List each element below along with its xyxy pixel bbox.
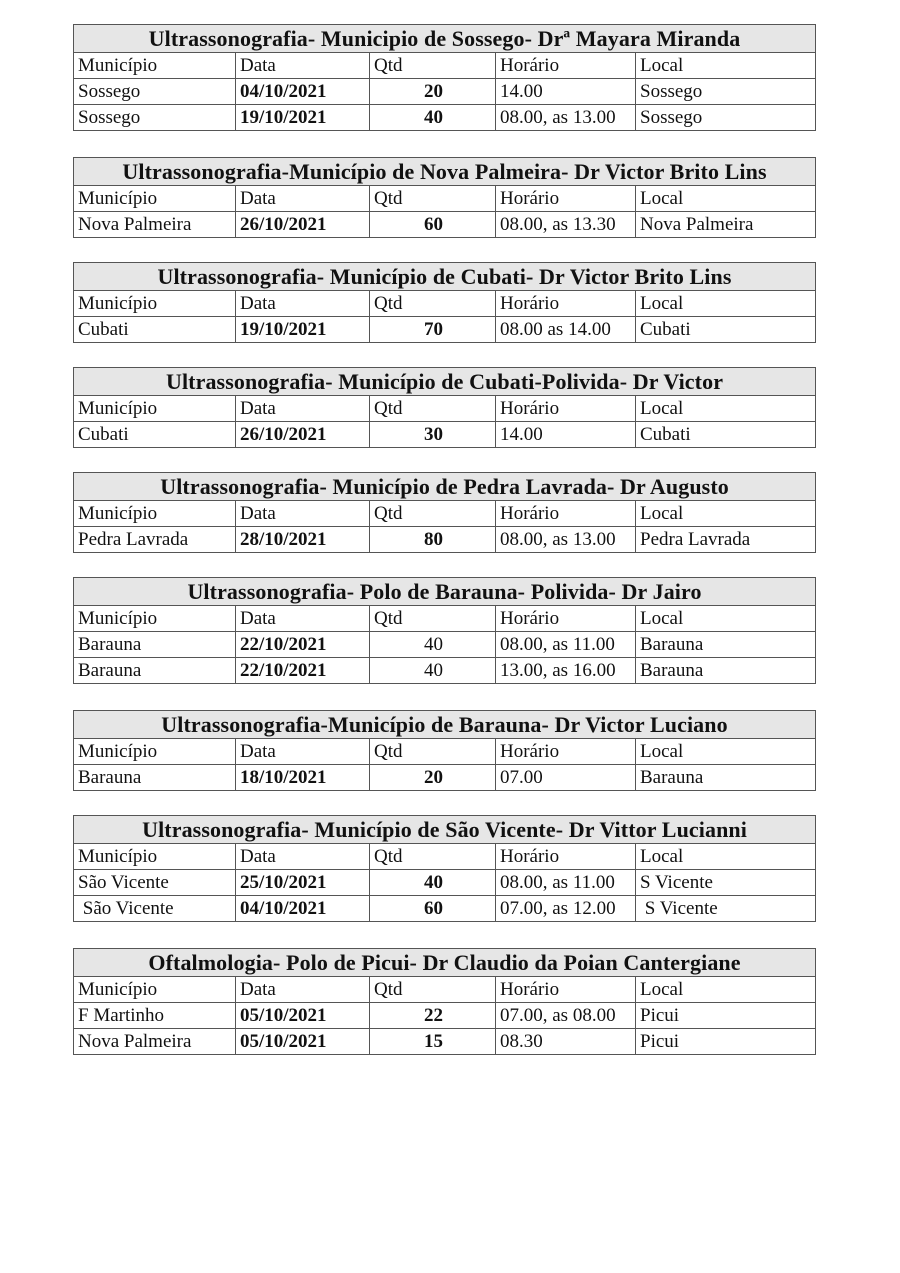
cell-horario: 07.00, as 08.00 <box>496 1003 636 1029</box>
cell-qtd: 40 <box>370 632 496 658</box>
cell-qtd: 20 <box>370 79 496 105</box>
column-header-qtd: Qtd <box>370 186 496 212</box>
schedule-table <box>73 577 816 684</box>
cell-horario: 08.00, as 11.00 <box>496 870 636 896</box>
column-header-data: Data <box>236 501 370 527</box>
cell-horario: 07.00, as 12.00 <box>496 896 636 922</box>
cell-horario: 08.30 <box>496 1029 636 1055</box>
column-header-qtd: Qtd <box>370 606 496 632</box>
column-header-data: Data <box>236 844 370 870</box>
cell-local: S Vicente <box>636 896 816 922</box>
table-title-row <box>74 25 816 53</box>
cell-qtd: 40 <box>370 105 496 131</box>
table-title-row <box>74 949 816 977</box>
table-title: Ultrassonografia- Município de São Vicente- Dr Vittor Lucianni <box>74 816 816 844</box>
column-header-data: Data <box>236 53 370 79</box>
column-header-data: Data <box>236 396 370 422</box>
table-header-row <box>74 396 816 422</box>
column-header-data: Data <box>236 977 370 1003</box>
cell-data: 28/10/2021 <box>236 527 370 553</box>
table-title: Ultrassonografia- Municipio de Sossego- Drª Mayara Miranda <box>74 25 816 53</box>
cell-local: Sossego <box>636 105 816 131</box>
table-header-row <box>74 186 816 212</box>
column-header-horario: Horário <box>496 501 636 527</box>
column-header-horario: Horário <box>496 606 636 632</box>
column-header-qtd: Qtd <box>370 977 496 1003</box>
cell-qtd: 30 <box>370 422 496 448</box>
table-title: Ultrassonografia- Município de Cubati-Polivida- Dr Victor <box>74 368 816 396</box>
cell-data: 19/10/2021 <box>236 105 370 131</box>
column-header-local: Local <box>636 291 816 317</box>
cell-qtd: 70 <box>370 317 496 343</box>
table-row <box>74 1003 816 1029</box>
column-header-data: Data <box>236 291 370 317</box>
table-header-row <box>74 501 816 527</box>
cell-horario: 13.00, as 16.00 <box>496 658 636 684</box>
column-header-qtd: Qtd <box>370 291 496 317</box>
cell-qtd: 40 <box>370 870 496 896</box>
cell-horario: 14.00 <box>496 422 636 448</box>
cell-horario: 07.00 <box>496 765 636 791</box>
cell-data: 25/10/2021 <box>236 870 370 896</box>
column-header-horario: Horário <box>496 53 636 79</box>
column-header-local: Local <box>636 977 816 1003</box>
table-header-row <box>74 53 816 79</box>
cell-data: 18/10/2021 <box>236 765 370 791</box>
schedule-table <box>73 262 816 343</box>
cell-horario: 14.00 <box>496 79 636 105</box>
schedule-table <box>73 157 816 238</box>
table-title-row <box>74 473 816 501</box>
schedule-table <box>73 710 816 791</box>
cell-municipio: Nova Palmeira <box>74 212 236 238</box>
cell-data: 22/10/2021 <box>236 632 370 658</box>
column-header-data: Data <box>236 186 370 212</box>
column-header-horario: Horário <box>496 844 636 870</box>
table-header-row <box>74 739 816 765</box>
cell-horario: 08.00 as 14.00 <box>496 317 636 343</box>
table-row <box>74 896 816 922</box>
table-title-row <box>74 578 816 606</box>
table-title-row <box>74 263 816 291</box>
cell-municipio: São Vicente <box>74 896 236 922</box>
table-row <box>74 422 816 448</box>
schedule-table <box>73 367 816 448</box>
column-header-horario: Horário <box>496 291 636 317</box>
column-header-qtd: Qtd <box>370 396 496 422</box>
column-header-local: Local <box>636 396 816 422</box>
cell-municipio: Sossego <box>74 105 236 131</box>
table-row <box>74 765 816 791</box>
cell-local: Barauna <box>636 765 816 791</box>
table-header-row <box>74 606 816 632</box>
column-header-horario: Horário <box>496 977 636 1003</box>
table-title-row <box>74 368 816 396</box>
column-header-local: Local <box>636 844 816 870</box>
table-title-row <box>74 816 816 844</box>
column-header-municipio: Município <box>74 739 236 765</box>
cell-municipio: Barauna <box>74 632 236 658</box>
cell-municipio: Cubati <box>74 422 236 448</box>
column-header-horario: Horário <box>496 396 636 422</box>
table-title: Ultrassonografia- Município de Pedra Lavrada- Dr Augusto <box>74 473 816 501</box>
cell-qtd: 80 <box>370 527 496 553</box>
table-title-row <box>74 158 816 186</box>
cell-municipio: Sossego <box>74 79 236 105</box>
cell-local: Cubati <box>636 317 816 343</box>
table-title: Ultrassonografia- Polo de Barauna- Polivida- Dr Jairo <box>74 578 816 606</box>
table-header-row <box>74 291 816 317</box>
cell-local: Pedra Lavrada <box>636 527 816 553</box>
schedule-table <box>73 815 816 922</box>
cell-municipio: Barauna <box>74 658 236 684</box>
cell-data: 04/10/2021 <box>236 896 370 922</box>
cell-municipio: F Martinho <box>74 1003 236 1029</box>
cell-local: S Vicente <box>636 870 816 896</box>
cell-data: 04/10/2021 <box>236 79 370 105</box>
column-header-qtd: Qtd <box>370 501 496 527</box>
cell-local: Barauna <box>636 658 816 684</box>
column-header-municipio: Município <box>74 606 236 632</box>
cell-municipio: Pedra Lavrada <box>74 527 236 553</box>
cell-horario: 08.00, as 11.00 <box>496 632 636 658</box>
cell-local: Sossego <box>636 79 816 105</box>
column-header-local: Local <box>636 501 816 527</box>
table-row <box>74 658 816 684</box>
column-header-municipio: Município <box>74 396 236 422</box>
cell-data: 05/10/2021 <box>236 1003 370 1029</box>
column-header-local: Local <box>636 186 816 212</box>
column-header-qtd: Qtd <box>370 844 496 870</box>
cell-local: Picui <box>636 1003 816 1029</box>
column-header-municipio: Município <box>74 53 236 79</box>
table-title: Oftalmologia- Polo de Picui- Dr Claudio da Poian Cantergiane <box>74 949 816 977</box>
cell-data: 26/10/2021 <box>236 212 370 238</box>
column-header-local: Local <box>636 606 816 632</box>
cell-horario: 08.00, as 13.00 <box>496 527 636 553</box>
table-title: Ultrassonografia- Município de Cubati- Dr Victor Brito Lins <box>74 263 816 291</box>
column-header-municipio: Município <box>74 844 236 870</box>
table-title: Ultrassonografia-Município de Nova Palmeira- Dr Victor Brito Lins <box>74 158 816 186</box>
column-header-data: Data <box>236 606 370 632</box>
table-row <box>74 79 816 105</box>
cell-horario: 08.00, as 13.00 <box>496 105 636 131</box>
column-header-local: Local <box>636 53 816 79</box>
cell-qtd: 40 <box>370 658 496 684</box>
table-row <box>74 527 816 553</box>
schedule-table <box>73 948 816 1055</box>
cell-qtd: 60 <box>370 212 496 238</box>
table-row <box>74 1029 816 1055</box>
schedule-table <box>73 472 816 553</box>
column-header-municipio: Município <box>74 977 236 1003</box>
table-row <box>74 317 816 343</box>
column-header-local: Local <box>636 739 816 765</box>
cell-qtd: 22 <box>370 1003 496 1029</box>
cell-data: 05/10/2021 <box>236 1029 370 1055</box>
cell-qtd: 60 <box>370 896 496 922</box>
cell-local: Picui <box>636 1029 816 1055</box>
table-row <box>74 870 816 896</box>
cell-data: 22/10/2021 <box>236 658 370 684</box>
table-title-row <box>74 711 816 739</box>
column-header-qtd: Qtd <box>370 53 496 79</box>
cell-local: Barauna <box>636 632 816 658</box>
cell-municipio: Barauna <box>74 765 236 791</box>
table-header-row <box>74 977 816 1003</box>
cell-qtd: 20 <box>370 765 496 791</box>
cell-data: 19/10/2021 <box>236 317 370 343</box>
column-header-data: Data <box>236 739 370 765</box>
schedule-table <box>73 24 816 131</box>
table-row <box>74 212 816 238</box>
table-header-row <box>74 844 816 870</box>
table-row <box>74 105 816 131</box>
column-header-qtd: Qtd <box>370 739 496 765</box>
column-header-municipio: Município <box>74 186 236 212</box>
column-header-horario: Horário <box>496 739 636 765</box>
cell-data: 26/10/2021 <box>236 422 370 448</box>
cell-qtd: 15 <box>370 1029 496 1055</box>
column-header-horario: Horário <box>496 186 636 212</box>
column-header-municipio: Município <box>74 501 236 527</box>
cell-horario: 08.00, as 13.30 <box>496 212 636 238</box>
table-title: Ultrassonografia-Município de Barauna- Dr Victor Luciano <box>74 711 816 739</box>
table-row <box>74 632 816 658</box>
cell-municipio: São Vicente <box>74 870 236 896</box>
cell-local: Nova Palmeira <box>636 212 816 238</box>
column-header-municipio: Município <box>74 291 236 317</box>
cell-municipio: Cubati <box>74 317 236 343</box>
cell-local: Cubati <box>636 422 816 448</box>
cell-municipio: Nova Palmeira <box>74 1029 236 1055</box>
